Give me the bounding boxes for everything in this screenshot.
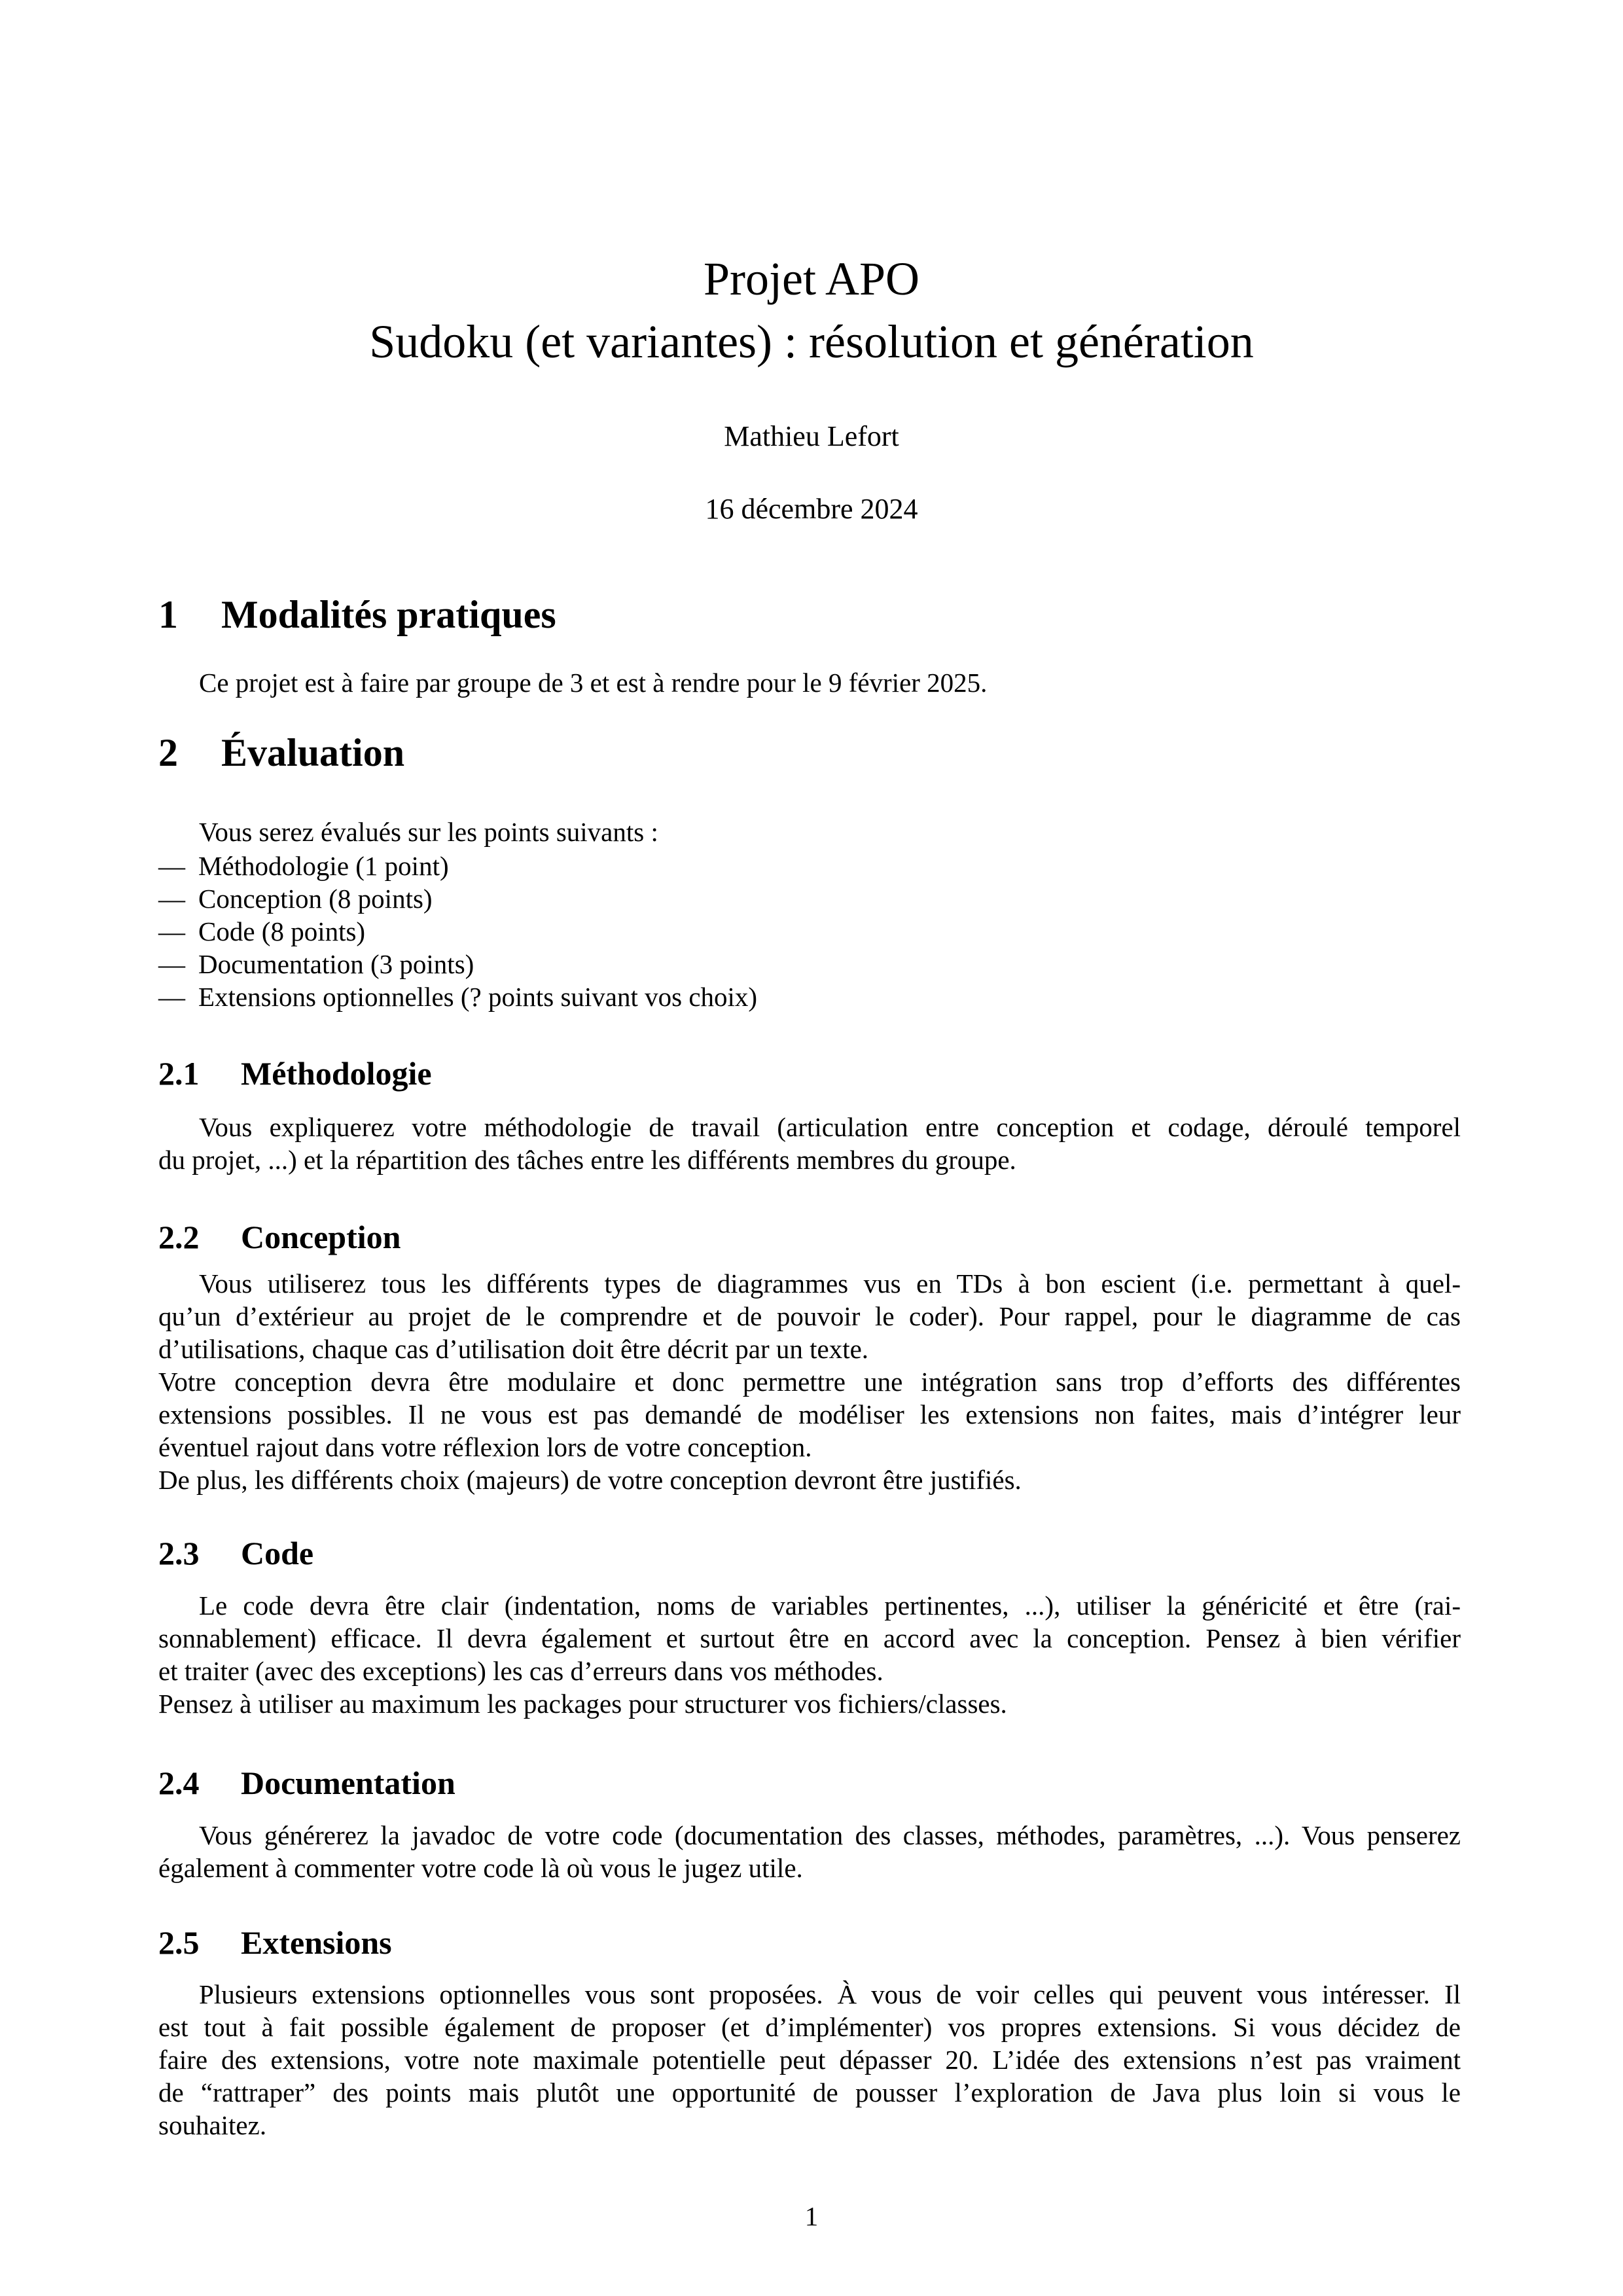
subsection-title: Méthodologie <box>241 1055 432 1092</box>
text-line: Vous serez évalués sur les points suivants : <box>199 817 658 847</box>
text-line: De plus, les différents choix (majeurs) de votre conception devront être justifiés. <box>158 1465 1022 1495</box>
document-title-line1: Projet APO <box>703 253 920 305</box>
list-item <box>158 850 1461 882</box>
text-line: de “rattraper” des points mais plutôt une opportunité de pousser l’exploration de Java plus loin si vous le <box>158 2077 1461 2108</box>
subsection-title: Extensions <box>241 1924 392 1961</box>
list-item <box>158 882 1461 915</box>
text-line: du projet, ...) et la répartition des tâches entre les différents membres du groupe. <box>158 1145 1016 1175</box>
subsection-title: Code <box>241 1535 314 1571</box>
subsection-title: Documentation <box>241 1765 455 1801</box>
text-line: d’utilisations, chaque cas d’utilisation doit être décrit par un texte. <box>158 1334 869 1364</box>
list-item <box>158 980 1461 1013</box>
subsection-2-2-heading <box>158 1219 401 1257</box>
text-line: Le code devra être clair (indentation, noms de variables pertinentes, ...), utiliser la généricité et être (rai- <box>199 1590 1461 1621</box>
subsection-title: Conception <box>241 1219 401 1255</box>
document-date: 16 décembre 2024 <box>705 493 918 525</box>
em-dash-bullet: — <box>158 851 185 881</box>
list-item-label: Documentation (3 points) <box>198 949 474 979</box>
text-line: Vous expliquerez votre méthodologie de travail (articulation entre conception et codage, déroulé temporel <box>199 1112 1461 1142</box>
subsection-2-1-paragraph <box>158 1111 1461 1176</box>
text-line: sonnablement) efficace. Il devra également et surtout être en accord avec la conception. Pensez à bien vérifier <box>158 1623 1461 1653</box>
subsection-number: 2.5 <box>158 1924 200 1961</box>
list-item-label: Extensions optionnelles (? points suivant vos choix) <box>198 982 758 1012</box>
subsection-number: 2.4 <box>158 1765 200 1801</box>
subsection-2-4-paragraph <box>158 1819 1461 1884</box>
subsection-number: 2.1 <box>158 1055 200 1092</box>
subsection-2-3-paragraph <box>158 1589 1461 1720</box>
list-item-label: Code (8 points) <box>198 916 366 946</box>
author-name: Mathieu Lefort <box>724 420 899 452</box>
text-line: Ce projet est à faire par groupe de 3 et est à rendre pour le 9 février 2025. <box>199 668 988 698</box>
section-title: Modalités pratiques <box>221 593 556 636</box>
text-line: qu’un d’extérieur au projet de le comprendre et de pouvoir le coder). Pour rappel, pour le diagramme de cas <box>158 1301 1461 1331</box>
section-2-heading <box>158 730 404 776</box>
text-line: Vous générerez la javadoc de votre code (documentation des classes, méthodes, paramètres, ...). Vous penserez <box>199 1820 1461 1850</box>
em-dash-bullet: — <box>158 916 185 946</box>
evaluation-list <box>158 850 1461 1013</box>
document-title-line2: Sudoku (et variantes) : résolution et génération <box>369 315 1254 368</box>
text-line: Plusieurs extensions optionnelles vous sont proposées. À vous de voir celles qui peuvent vous intéresser. Il <box>199 1979 1461 2009</box>
section-number: 2 <box>158 731 178 774</box>
text-line: également à commenter votre code là où vous le jugez utile. <box>158 1853 803 1883</box>
subsection-2-5-heading <box>158 1924 392 1962</box>
text-line: est tout à fait possible également de proposer (et d’implémenter) vos propres extensions. Si vous décidez de <box>158 2012 1461 2042</box>
section-number: 1 <box>158 593 178 636</box>
list-item-label: Méthodologie (1 point) <box>198 851 449 881</box>
text-line: Votre conception devra être modulaire et donc permettre une intégration sans trop d’efforts des différentes <box>158 1367 1461 1397</box>
list-item <box>158 915 1461 948</box>
subsection-2-1-heading <box>158 1055 432 1093</box>
section-1-paragraph <box>158 666 1461 699</box>
subsection-2-3-heading <box>158 1535 313 1573</box>
list-item-label: Conception (8 points) <box>198 884 433 914</box>
em-dash-bullet: — <box>158 949 185 979</box>
em-dash-bullet: — <box>158 884 185 914</box>
text-line: et traiter (avec des exceptions) les cas d’erreurs dans vos méthodes. <box>158 1656 883 1686</box>
text-line: souhaitez. <box>158 2110 267 2140</box>
subsection-2-5-paragraph <box>158 1978 1461 2142</box>
evaluation-intro <box>158 816 1461 848</box>
subsection-2-4-heading <box>158 1765 455 1803</box>
section-1-heading <box>158 592 556 637</box>
text-line: Pensez à utiliser au maximum les packages pour structurer vos fichiers/classes. <box>158 1689 1007 1719</box>
page-number: 1 <box>804 2201 819 2231</box>
list-item <box>158 948 1461 980</box>
text-line: extensions possibles. Il ne vous est pas demandé de modéliser les extensions non faites, mais d’intégrer leur <box>158 1399 1461 1429</box>
text-line: éventuel rajout dans votre réflexion lors de votre conception. <box>158 1432 812 1462</box>
text-line: Vous utiliserez tous les différents types de diagrammes vus en TDs à bon escient (i.e. permettant à quel- <box>199 1268 1461 1299</box>
section-title: Évaluation <box>221 731 405 774</box>
text-line: faire des extensions, votre note maximale potentielle peut dépasser 20. L’idée des extensions n’est pas vraiment <box>158 2045 1461 2075</box>
em-dash-bullet: — <box>158 982 185 1012</box>
subsection-number: 2.2 <box>158 1219 200 1255</box>
subsection-number: 2.3 <box>158 1535 200 1571</box>
subsection-2-2-paragraph <box>158 1267 1461 1496</box>
